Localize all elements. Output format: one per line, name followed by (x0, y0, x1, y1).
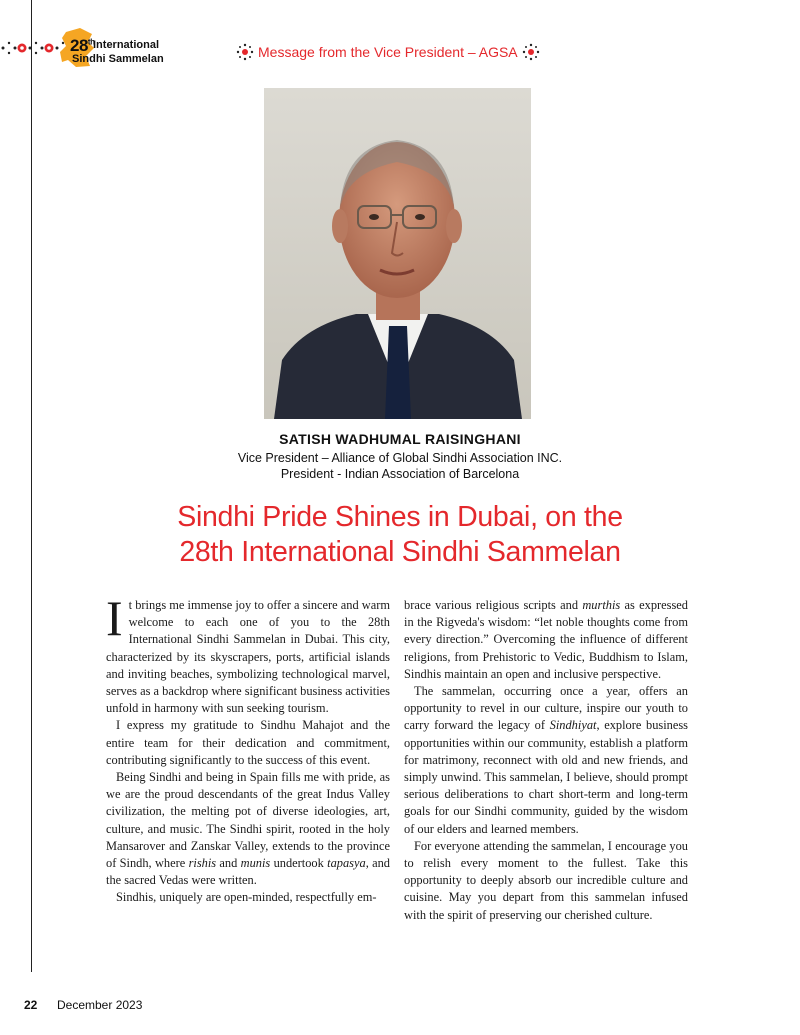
logo-line1: International (93, 39, 160, 51)
paragraph: Sindhis, uniquely are open-minded, respectfully em- (116, 890, 377, 905)
logo-number: 28th (70, 36, 95, 55)
margin-rule (31, 0, 32, 972)
paragraph: It brings me immense joy to offer a sincere and warm welcome to each one of you to the 28th International Sindhi Sammelan in Dubai. This city, characterized by its skyscrapers, ports, artificial islands and inviting beaches, symbolizing technological marvel, serves as a backdrop where significant business activities unfold in harmony with sun seeking tourism. (106, 590, 390, 716)
issue-date: December 2023 (57, 998, 143, 1012)
section-header (232, 42, 544, 62)
page-number: 22 (24, 998, 38, 1012)
person-name: SATISH WADHUMAL RAISINGHANI (279, 431, 521, 447)
paragraph: Being Sindhi and being in Spain fills me with pride, as we are the proud descendants of the great Indus Valley civilization, the melting pot of diverse ideologies, art, culture, and music. The Sindhi spirit, rooted in the holy Mansarover and Zanskar Valley, extends to the province of Sindh, where rishis and munis undertook tapasya, and the sacred Vedas were written. (106, 770, 390, 888)
headline-line-1: Sindhi Pride Shines in Dubai, on the (177, 501, 623, 533)
article-column-1 (106, 590, 390, 907)
drop-cap: I (106, 590, 123, 646)
logo-line2: Sindhi Sammelan (72, 53, 164, 65)
paragraph: brace various religious scripts and murthis as expressed in the Rigveda's wisdom: “let noble thoughts come from every direction.” Overcoming the influence of different religions, from Prehistoric to Vedic, Buddhism to Islam, Sindhis maintain an open and inclusive perspective. (404, 598, 688, 681)
person-role-2: President - Indian Association of Barcelona (280, 467, 520, 481)
paragraph: I express my gratitude to Sindhu Mahajot and the entire team for their dedication and commitment, contributing significantly to the success of this event. (106, 718, 390, 767)
header-message: Message from the Vice President – AGSA (258, 44, 518, 60)
portrait-photo (264, 88, 531, 419)
headline-line-2: 28th International Sindhi Sammelan (179, 536, 621, 568)
ornament-icon (522, 43, 540, 61)
article-column-2 (404, 597, 688, 924)
ornament-icon (236, 43, 254, 61)
article-headline (60, 500, 740, 570)
sammelan-logo (58, 26, 178, 68)
person-role-1: Vice President – Alliance of Global Sindhi Association INC. (237, 451, 563, 465)
paragraph: The sammelan, occurring once a year, offers an opportunity to revel in our culture, inspire our youth to carry forward the legacy of Sindhiyat, explore business opportunities within our community, establish a platform for matrimony, reconnect with old and new friends, and simply unwind. This sammelan, I believe, should prompt serious deliberations to chart short-term and long-term goals for our Sindhi community, guided by the wisdom of our elders and learned members. (404, 684, 688, 836)
paragraph: For everyone attending the sammelan, I encourage you to relish every moment to the fullest. Take this opportunity to deeply absorb our incredible culture and cuisine. May you depart from this sammelan infused with the spirit of preserving our cherished culture. (404, 838, 688, 922)
